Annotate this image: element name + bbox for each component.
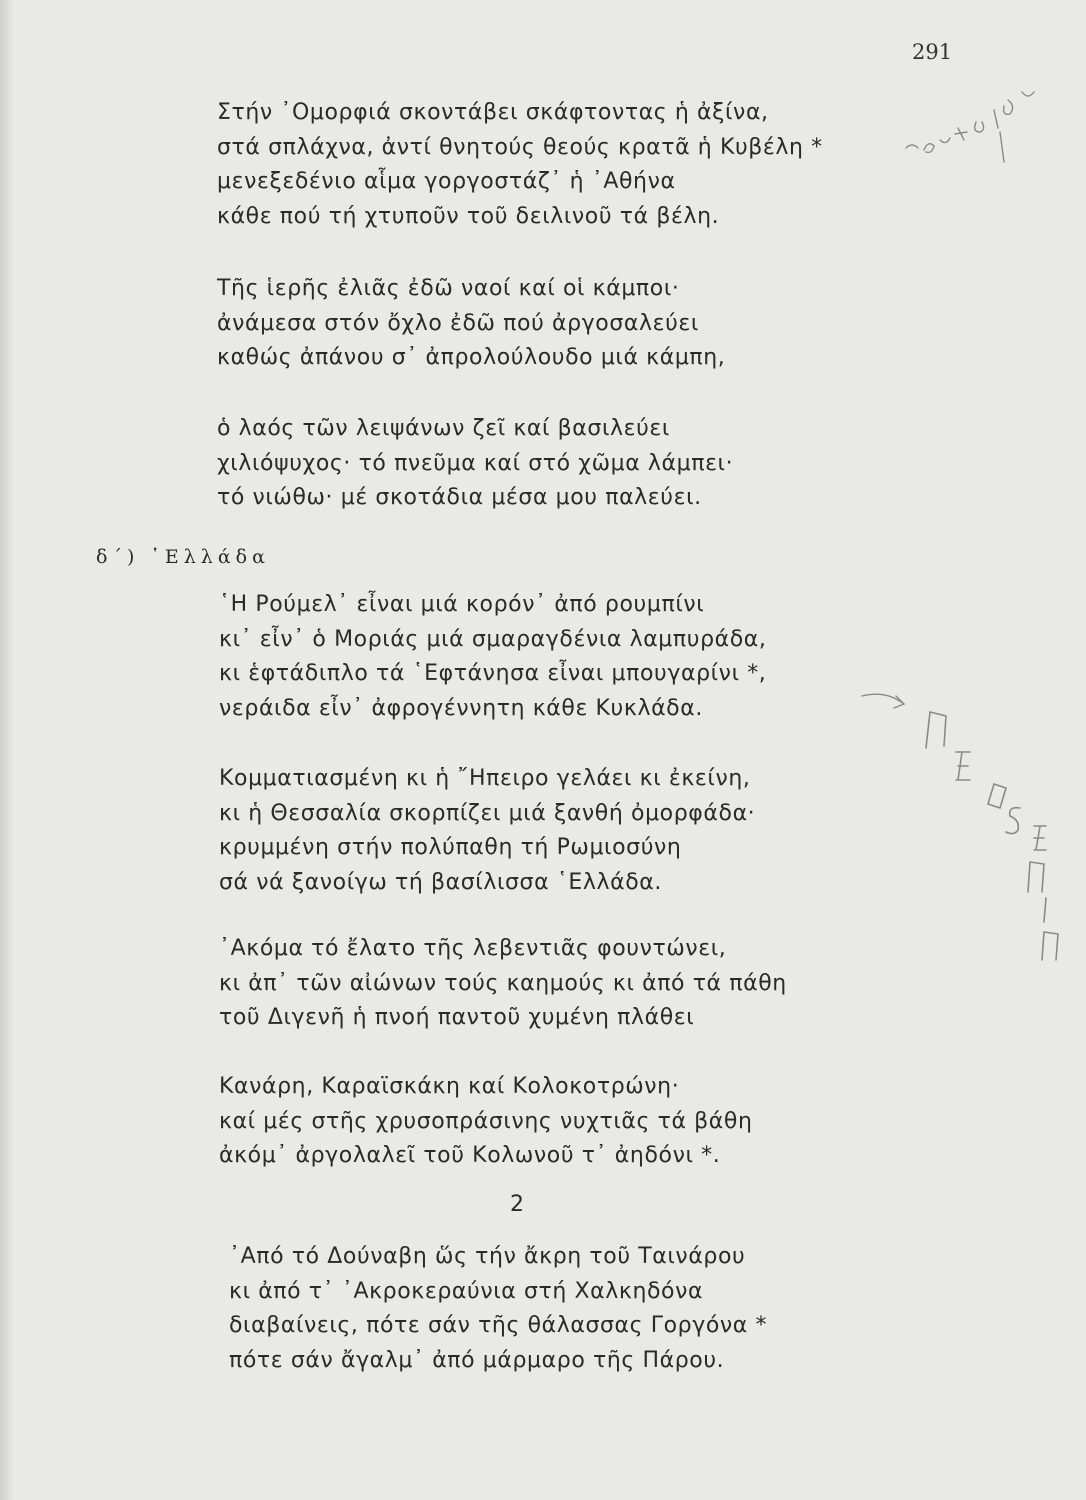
- verse-line: κι ἑφτάδιπλο τά ῾Εφτάνησα εἶναι μπουγαρίνι *,: [219, 661, 767, 686]
- verse-line: κι᾿ εἶν᾿ ὁ Μοριάς μιά σμαραγδένια λαμπυράδα,: [219, 626, 767, 652]
- section-number: 2: [510, 1192, 524, 1217]
- verse-line: σά νά ξανοίγω τή βασίλισσα ῾Ελλάδα.: [219, 869, 662, 895]
- verse-line: Τῆς ἱερῆς ἐλιᾶς ἐδῶ ναοί καί οἱ κάμποι·: [217, 276, 680, 301]
- arrow-icon: [862, 694, 904, 708]
- verse-line: ᾿Ακόμα τό ἔλατο τῆς λεβεντιᾶς φουντώνει,: [219, 936, 727, 961]
- verse-line: Κομματιασμένη κι ἡ ῎Ηπειρο γελάει κι ἐκείνη,: [219, 766, 751, 791]
- verse-line: κι ἡ Θεσσαλία σκορπίζει μιά ξανθή ὀμορφάδα·: [219, 800, 756, 826]
- verse-line: πότε σάν ἄγαλμ᾿ ἀπό μάρμαρο τῆς Πάρου.: [229, 1347, 725, 1373]
- verse-line: ῾Η Ρούμελ᾿ εἶναι μιά κορόν᾿ ἀπό ρουμπίνι: [219, 592, 705, 617]
- verse-line: μενεξεδένιο αἷμα γοργοστάζ᾿ ἡ ᾿Αθήνα: [217, 169, 676, 194]
- verse-line: χιλιόψυχος· τό πνεῦμα καί στό χῶμα λάμπει·: [217, 450, 734, 476]
- verse-line: καθώς ἀπάνου σ᾿ ἀπρολούλουδο μιά κάμπη,: [217, 345, 726, 370]
- margin-note-top-right: [906, 92, 1034, 162]
- verse-line: ᾿Από τό Δούναβη ὥς τήν ἄκρη τοῦ Ταινάρου: [229, 1244, 746, 1269]
- verse-line: κάθε πού τή χτυποῦν τοῦ δειλινοῦ τά βέλη.: [217, 203, 720, 229]
- verse-line: διαβαίνεις, πότε σάν τῆς θάλασσας Γοργόνα *: [229, 1313, 768, 1338]
- page-number: 291: [912, 40, 953, 64]
- verse-line: νεράιδα εἶν᾿ ἀφρογέννητη κάθε Κυκλάδα.: [219, 695, 703, 721]
- verse-line: τό νιώθω· μέ σκοτάδια μέσα μου παλεύει.: [217, 485, 702, 510]
- section-heading: δ΄) ῾Ελλάδα: [96, 546, 270, 568]
- verse-line: κρυμμένη στήν πολύπαθη τή Ρωμιοσύνη: [219, 835, 682, 860]
- verse-line: ἀκόμ᾿ ἀργολαλεῖ τοῦ Κολωνοῦ τ᾿ ἀηδόνι *.: [219, 1143, 721, 1168]
- margin-note-right: [926, 712, 1058, 960]
- verse-line: ἀνάμεσα στόν ὄχλο ἐδῶ πού ἀργοσαλεύει: [217, 310, 699, 336]
- verse-line: στά σπλάχνα, ἀντί θνητούς θεούς κρατᾶ ἡ Κυβέλη *: [217, 134, 823, 160]
- verse-line: κι ἀπό τ᾿ ᾿Ακροκεραύνια στή Χαλκηδόνα: [229, 1278, 704, 1304]
- verse-line: κι ἀπ᾿ τῶν αἰώνων τούς καημούς κι ἀπό τά πάθη: [219, 970, 787, 996]
- verse-line: καί μές στῆς χρυσοπράσινης νυχτιᾶς τά βάθη: [219, 1108, 753, 1134]
- verse-line: τοῦ Διγενῆ ἡ πνοή παντοῦ χυμένη πλάθει: [219, 1005, 695, 1030]
- verse-line: ὁ λαός τῶν λειψάνων ζεῖ καί βασιλεύει: [217, 416, 670, 441]
- verse-line: Στήν ᾿Ομορφιά σκοντάβει σκάφτοντας ἡ ἀξίνα,: [217, 100, 769, 125]
- verse-line: Κανάρη, Καραϊσκάκη καί Κολοκοτρώνη·: [219, 1074, 680, 1099]
